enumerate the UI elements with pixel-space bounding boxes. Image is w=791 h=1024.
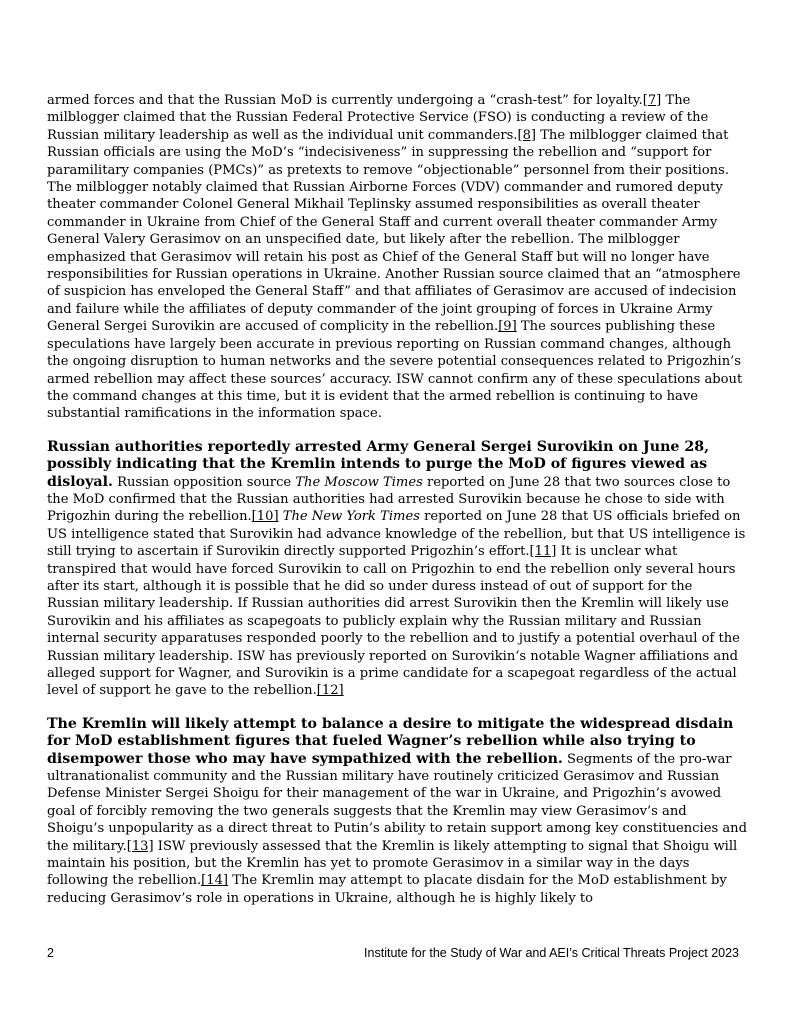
- paragraph-lead-bold: The Kremlin will likely attempt to balance a desire to mitigate the widespread disdain for MoD establishment figures that fueled Wagner’s rebellion while also trying to disempower those who may have sympathized with the rebellion.: [47, 715, 734, 767]
- paragraph-text: It is unclear what transpired that would have forced Surovikin to call on Prigozhin to end the rebellion only several hours after its start, although it is possible that he did so under duress instead of out of support for the Russian military leadership. If Russian authorities did arrest Surovikin then the Kremlin will likely use Surovikin and his affiliates as scapegoats to publicly explain why the Russian military and Russian internal security apparatuses responded poorly to the rebellion and to justify a potential overhaul of the Russian military leadership. ISW has previously reported on Surovikin‘s notable Wagner affiliations and alleged support for Wagner, and Surovikin is a prime candidate for a scapegoat regardless of the actual level of support he gave to the rebellion.: [47, 544, 740, 699]
- footnote-link-7[interactable]: [7]: [642, 93, 662, 108]
- paragraph-text: The sources publishing these speculations have largely been accurate in previous reporting on Russian command changes, although the ongoing disruption to human networks and the severe potential consequences related to Prigozhin’s armed rebellion may affect these sources’ accuracy. ISW cannot confirm any of these speculations about the command changes at this time, but it is evident that the armed rebellion is continuing to have substantial ramifications in the information space.: [47, 319, 743, 422]
- footnote-link-9[interactable]: [9]: [498, 319, 517, 335]
- footnote-link-11[interactable]: [11]: [529, 544, 557, 560]
- footnote-link-13[interactable]: [13]: [126, 838, 154, 854]
- paragraph-text: The Kremlin may attempt to placate disdain for the MoD establishment by reducing Gerasimov’s role in operations in Ukraine, although he is highly likely to: [47, 873, 727, 906]
- footer-organization: Institute for the Study of War and AEI’s Critical Threats Project 2023: [364, 946, 739, 960]
- paragraph-1: [47, 92, 747, 423]
- footnote-link-12[interactable]: [12]: [316, 683, 344, 699]
- publication-title: The Moscow Times: [295, 474, 423, 490]
- paragraph-text: The milblogger claimed that the Russian Federal Protective Service (FSO) is conducting a review of the Russian military leadership as well as the individual unit commanders.: [47, 93, 709, 143]
- footnote-link-8[interactable]: [8]: [517, 127, 537, 143]
- paragraph-text: ISW previously assessed that the Kremlin is likely attempting to signal that Shoigu will maintain his position, but the Kremlin has yet to promote Gerasimov in a similar way in the days following the rebellion.: [47, 838, 738, 889]
- paragraph-text: Russian opposition source: [112, 474, 296, 490]
- paragraph-lead-bold: Russian authorities reportedly arrested Army General Sergei Surovikin on June 28, possibly indicating that the Kremlin intends to purge the MoD of figures viewed as disloyal.: [47, 438, 710, 490]
- paragraph-3: [47, 716, 747, 907]
- paragraph-2: [47, 439, 747, 700]
- paragraph-text: armed forces and that the Russian MoD is currently undergoing a “crash-test” for loyalty.: [47, 93, 643, 108]
- paragraph-text: reported on June 28 that US officials briefed on US intelligence stated that Surovikin had advance knowledge of the rebellion, but that US intelligence is still trying to ascertain if Surovikin directly supported Prigozhin’s effort.: [47, 509, 746, 560]
- footnote-link-14[interactable]: [14]: [201, 873, 229, 889]
- page-footer: [47, 946, 739, 964]
- paragraph-text: Segments of the pro-war ultranationalist community and the Russian military have routinely criticized Gerasimov and Russian Defense Minister Sergei Shoigu for their management of the war in Ukraine, and Prigozhin’s avowed goal of forcibly removing the two generals suggests that the Kremlin may view Gerasimov’s and Shoigu’s unpopularity as a direct threat to Putin’s ability to retain support among key constituencies and the military.: [47, 751, 747, 854]
- footnote-link-10[interactable]: [10]: [251, 509, 279, 525]
- article-body: [47, 92, 747, 923]
- paragraph-text: The milblogger claimed that Russian officials are using the MoD’s “indecisiveness” in suppressing the rebellion and “support for paramilitary companies (PMCs)” as pretexts to remove “objectionable” personnel from their positions. The milblogger notably claimed that Russian Airborne Forces (VDV) commander and rumored deputy theater commander Colonel General Mikhail Teplinsky assumed responsibilities as overall theater commander in Ukraine from Chief of the General Staff and current overall theater commander Army General Valery Gerasimov on an unspecified date, but likely after the rebellion. The milblogger emphasized that Gerasimov will retain his post as Chief of the General Staff but will no longer have responsibilities for Russian operations in Ukraine. Another Russian source claimed that an “atmosphere of suspicion has enveloped the General Staff” and that affiliates of Gerasimov are accused of indecision and failure while the affiliates of deputy commander of the joint grouping of forces in Ukraine Army General Sergei Surovikin are accused of complicity in the rebellion.: [47, 127, 741, 335]
- publication-title: The New York Times: [282, 509, 420, 525]
- paragraph-text: reported on June 28 that two sources close to the MoD confirmed that the Russian authorities had arrested Surovikin because he chose to side with Prigozhin during the rebellion.: [47, 474, 731, 525]
- page-number: 2: [47, 946, 54, 960]
